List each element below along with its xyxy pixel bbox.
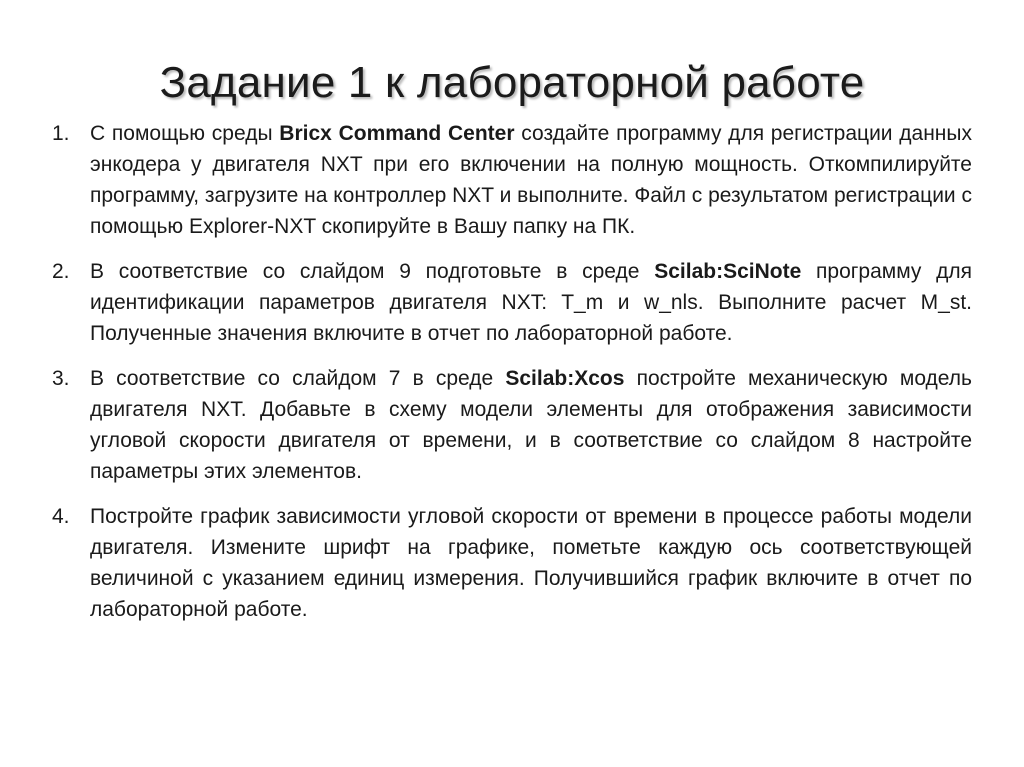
task-number: 1. (52, 122, 70, 145)
task-text (90, 501, 972, 625)
task-item-3 (52, 363, 972, 487)
task-item-2 (52, 256, 972, 349)
task-list (52, 118, 972, 639)
task-text (90, 256, 972, 349)
task-text-before: В соответствие со слайдом 9 подготовьте в среде (90, 260, 655, 283)
task-text (90, 363, 972, 487)
task-text-after: создайте программу для регистрации данных энкодера у двигателя NXT при его включении на полную мощность. Откомпилируйте программу, загрузите на контроллер NXT и выполните. Файл с результатом регистрации с помощью Explorer-NXT скопируйте в Вашу папку на ПК. (90, 122, 972, 238)
task-number: 3. (52, 367, 70, 390)
task-item-1 (52, 118, 972, 242)
task-emphasis: Bricx Command Center (279, 122, 515, 145)
task-number: 4. (52, 505, 70, 528)
task-number: 2. (52, 260, 70, 283)
task-text-after: постройте механическую модель двигателя NXT. Добавьте в схему модели элементы для отображения зависимости угловой скорости двигателя от времени, и в соответствие со слайдом 8 настройте параметры этих элементов. (90, 367, 972, 483)
task-emphasis: Scilab:SciNote (654, 260, 802, 283)
task-text-before: С помощью среды (90, 122, 280, 145)
task-text-after: программу для идентификации параметров двигателя NXT: T_m и w_nls. Выполните расчет M_st. Полученные значения включите в отчет по лабораторной работе. (90, 260, 973, 345)
task-item-4 (52, 501, 972, 625)
task-text (90, 118, 972, 242)
task-text-before: В соответствие со слайдом 7 в среде (90, 367, 506, 390)
slide-title: Задание 1 к лабораторной работе (159, 58, 865, 108)
task-text-before: Постройте график зависимости угловой скорости от времени в процессе работы модели двигателя. Измените шрифт на графике, пометьте каждую ось соответствующей величиной с указанием единиц измерения. Получившийся график включите в отчет по лабораторной работе. (90, 505, 972, 621)
task-emphasis: Scilab:Xcos (505, 367, 625, 390)
